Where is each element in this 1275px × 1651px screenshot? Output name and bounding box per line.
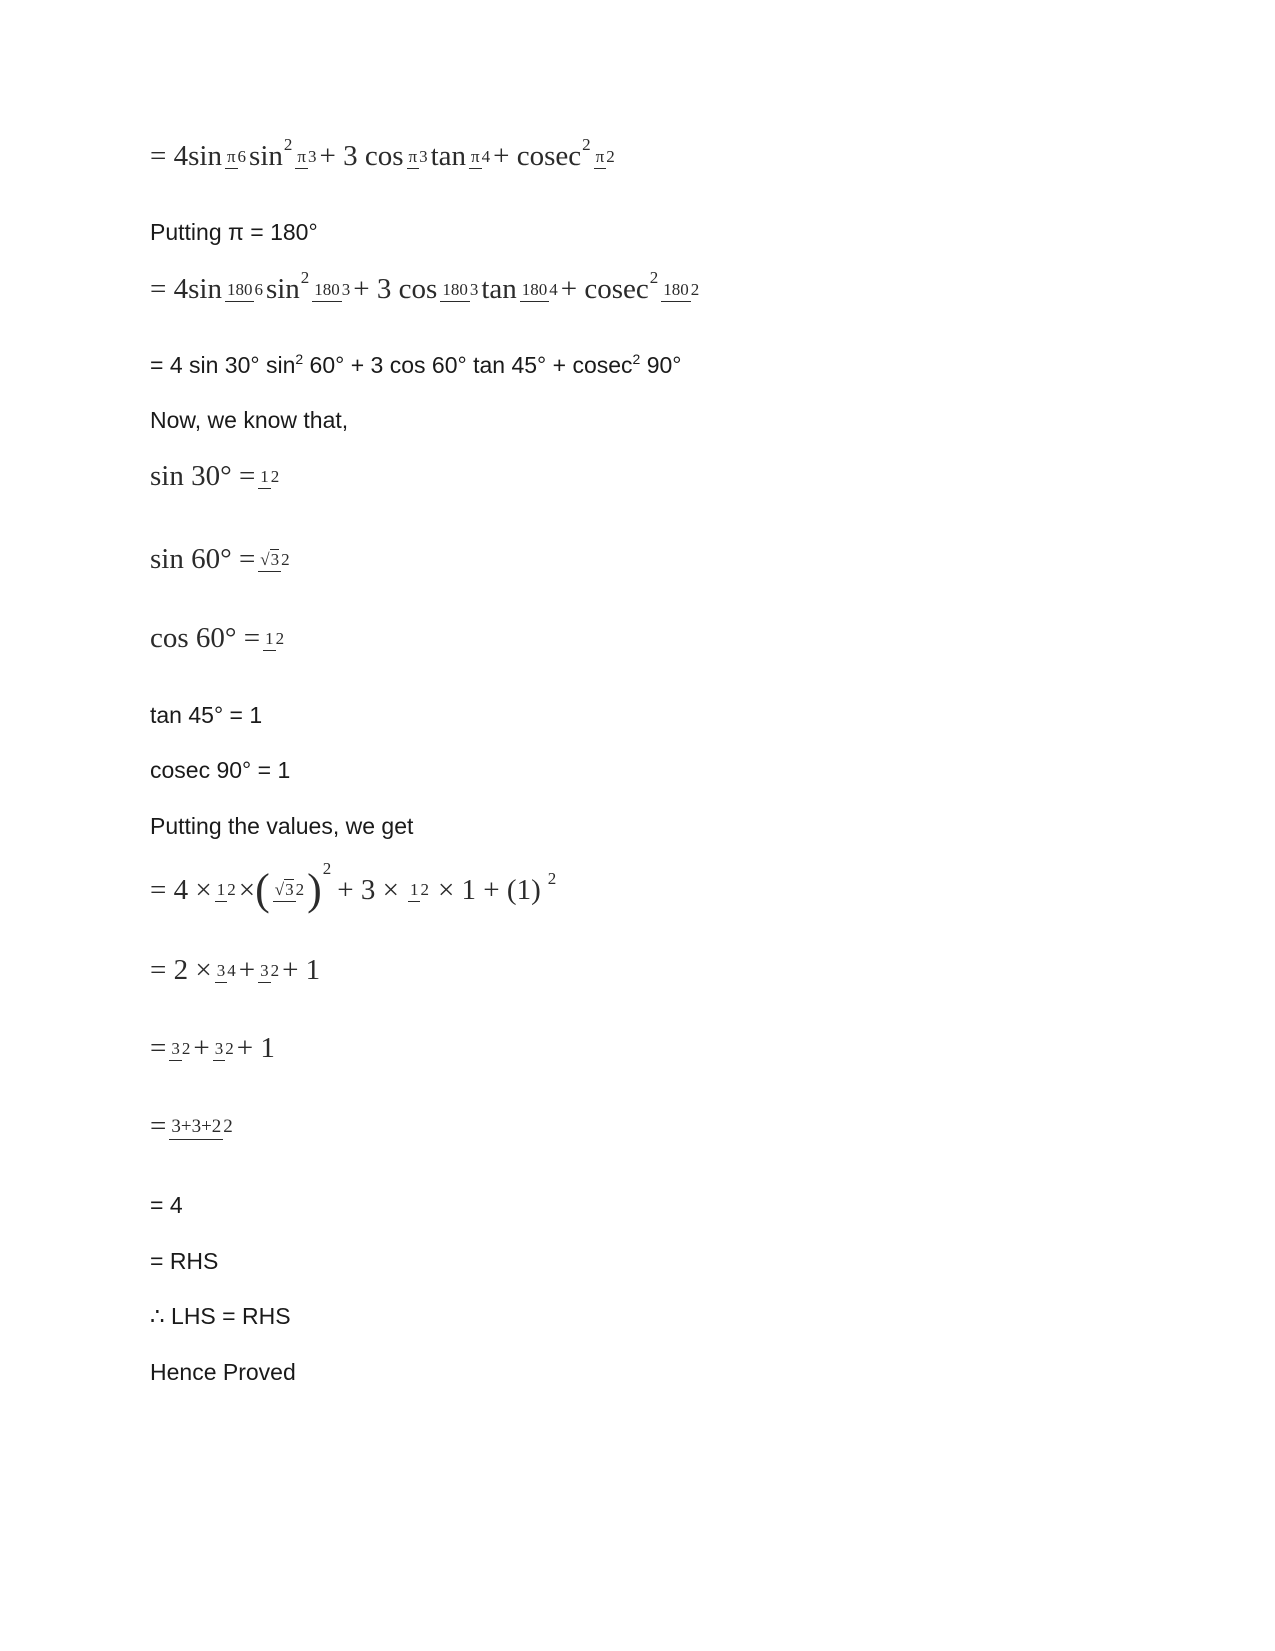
equation-line-1: = 4sin π 6 sin 2 π 3 + 3 cos π 3 tan π 4 + cosec 2 π 2 bbox=[150, 135, 615, 172]
text-rhs: = RHS bbox=[150, 1248, 219, 1274]
eq3-frac-4: 180 4 bbox=[520, 281, 558, 299]
eq3-frac-1: 180 6 bbox=[225, 281, 263, 299]
text-degree-expression: = 4 sin 30° $\sin^2 60^\circ + 3$ cos 60° tan 45° + cosec$^2$ 90° bbox=[150, 351, 682, 378]
eq1-frac-2: π 3 bbox=[295, 148, 316, 166]
equation-sin60: sin 60° = √3 2 bbox=[150, 543, 290, 575]
eq1-frac-5: π 2 bbox=[594, 148, 615, 166]
text-now-we-know: Now, we know that, bbox=[150, 407, 349, 433]
eq1-frac-4: π 4 bbox=[469, 148, 490, 166]
eq1-term-c: + 3 cos bbox=[319, 140, 404, 172]
eq1-term-b: sin bbox=[249, 140, 283, 172]
eq1-term-d: tan bbox=[430, 140, 467, 172]
eq1-term-a: = 4sin bbox=[150, 140, 222, 172]
text-putting-pi: Putting π = 180° bbox=[150, 219, 318, 245]
equation-step-2: = 2 × 3 4 + 3 2 + 1 bbox=[150, 954, 321, 986]
text-hence-proved: Hence Proved bbox=[150, 1359, 296, 1385]
equation-step-3: = 3 2 + 3 2 + 1 bbox=[150, 1032, 275, 1064]
equation-cos60: cos 60° = 1 2 bbox=[150, 622, 285, 654]
eq1-term-e: + cosec bbox=[493, 140, 582, 172]
text-lhs-equals-rhs: ∴ LHS = RHS bbox=[150, 1303, 291, 1329]
text-result: = 4 bbox=[150, 1192, 183, 1218]
equation-step-4: = 3+3+2 2 bbox=[150, 1110, 233, 1142]
eq1-frac-3: π 3 bbox=[407, 148, 428, 166]
equation-sin30: sin 30° = 1 2 bbox=[150, 460, 280, 492]
eq3-frac-3: 180 3 bbox=[440, 281, 478, 299]
equation-line-3: = 4sin 180 6 sin 2 180 3 + 3 cos 180 3 tan 180 4 + cosec 2 180 2 bbox=[150, 268, 700, 305]
text-putting-values: Putting the values, we get bbox=[150, 813, 414, 839]
eq3-frac-5: 180 2 bbox=[661, 281, 699, 299]
text-cosec90: cosec 90° = 1 bbox=[150, 757, 291, 783]
eq1-frac-1: π 6 bbox=[225, 148, 246, 166]
text-tan45: tan 45° = 1 bbox=[150, 702, 263, 728]
equation-substituted: = 4 × 1 2 × ( √3 2 ) 2 + 3 × 1 2 × 1 + (1) 2 bbox=[150, 858, 557, 914]
eq3-frac-2: 180 3 bbox=[312, 281, 350, 299]
